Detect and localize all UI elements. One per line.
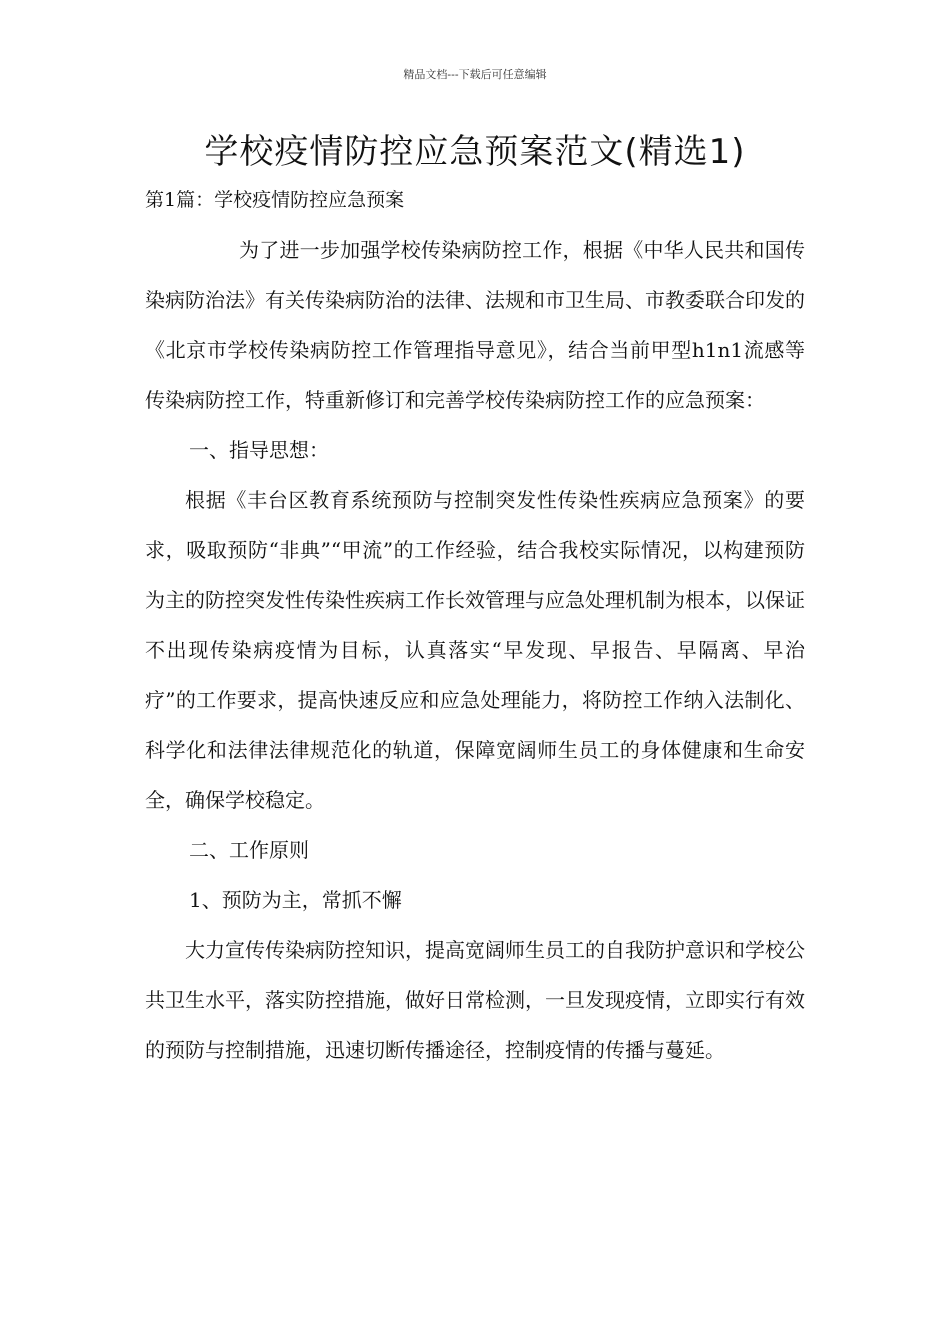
header-note: 精品文档---下载后可任意编辑 (403, 68, 547, 81)
document-body (145, 225, 805, 1075)
heading-guiding-thought: 一、指导思想： (189, 438, 329, 462)
paragraph-guiding-thought: 根据《丰台区教育系统预防与控制突发性传染性疾病应急预案》的要求，吸取预防“非典”“甲流”的工作经验，结合我校实际情况，以构建预防为主的防控突发性传染性疾病工作长效管理与应急处理机制为根本，以保证不出现传染病疫情为目标，认真落实“早发现、早报告、早隔离、早治疗”的工作要求，提高快速反应和应急处理能力，将防控工作纳入法制化、科学化和法律法律规范化的轨道，保障宽阔师生员工的身体健康和生命安全，确保学校稳定。 (145, 488, 805, 812)
heading-principle-1: 1、预防为主，常抓不懈 (189, 888, 402, 912)
heading-work-principles: 二、工作原则 (189, 838, 309, 862)
paragraph-intro: 为了进一步加强学校传染病防控工作，根据《中华人民共和国传染病防治法》有关传染病防治的法律、法规和市卫生局、市教委联合印发的《北京市学校传染病防控工作管理指导意见》，结合当前甲型h1n1流感等传染病防控工作，特重新修订和完善学校传染病防控工作的应急预案： (145, 238, 805, 412)
document-title: 学校疫情防控应急预案范文(精选1) (204, 132, 746, 172)
section-title: 第1篇：学校疫情防控应急预案 (145, 189, 405, 211)
paragraph-principle-1: 大力宣传传染病防控知识，提高宽阔师生员工的自我防护意识和学校公共卫生水平，落实防控措施，做好日常检测，一旦发现疫情，立即实行有效的预防与控制措施，迅速切断传播途径，控制疫情的传播与蔓延。 (145, 938, 805, 1062)
